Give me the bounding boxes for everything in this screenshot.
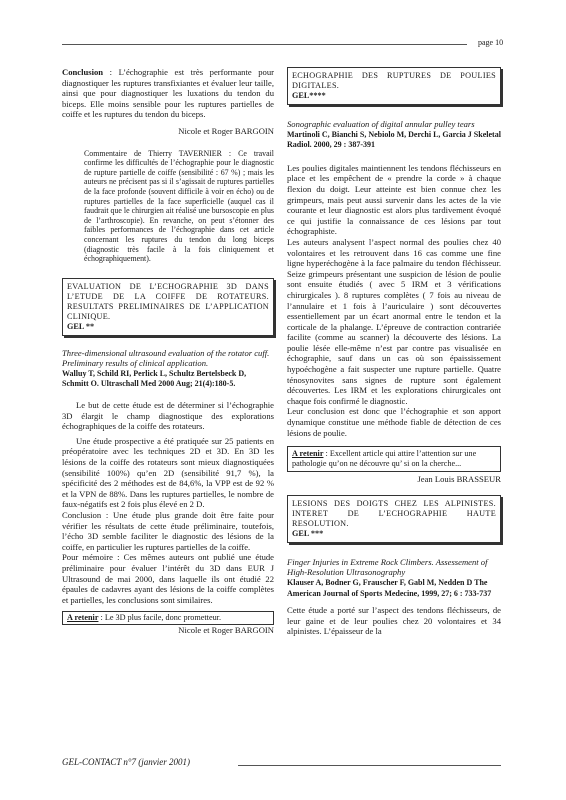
reference-authors: Walluy T, Schild RI, Perlick L, Schultz Bertelsbeck D, Schmitt O. Ultraschall Med 2000 Aug; 21(4):180-5.: [62, 368, 247, 389]
retenir-box-left: [62, 611, 274, 625]
article-box-poulies: [287, 67, 501, 105]
paragraph-goal: Le but de cette étude est de déterminer si l’échographie 3D élargit le champ diagnostique des explorations échographiques de la coiffe des rotateurs.: [62, 400, 274, 432]
paragraph-memo: Pour mémoire : Ces mêmes auteurs ont publié une étude préliminaire pour évaluer l’intérêt du 3D dans EUR J Ultrasound de mai 2000, dans laquelle ils ont étudié 22 épaules de cadavres ayant des lésions de la coiffe complètes et partielles, les conclusions sont similaires.: [62, 552, 274, 605]
retenir-label-left: A retenir: [67, 613, 99, 623]
right-paragraph-4: Cette étude a porté sur l’aspect des tendons fléchisseurs, de leur gaine et de leur poulies chez 20 volontaires et 34 alpinistes. L’épaisseur de la: [287, 605, 501, 637]
footer-rule: [238, 765, 501, 766]
right-paragraph-1: Les poulies digitales maintiennent les tendons fléchisseurs en place et les empêchent de « prendre la corde » à chaque flexion du doigt. Leur atteinte est bien connue chez les grimpeurs, mais peut aussi survenir dans les actes de la vie courante et leur diagnostic est alors plus tardivement évoqué ce qui justifie la connaissance de ces lésions par tout échographiste.: [287, 162, 501, 237]
paragraph-study: Une étude prospective a été pratiquée sur 25 patients en préopératoire avec les techniques 2D et 3D. En 3D les lésions de la coiffe des rotateurs sont mieux diagnostiquées (sensibilité 100%) qu’en 2D (sensibilité 91,7 %), la spécificité des 2 méthodes est de 84,6%, la VPP est de 92 % et la VPN de 88%. Dans les ruptures partielles, le nombre de faux-négatifs est 2 fois plus élevé en 2 D.: [62, 435, 274, 510]
article-box-alpinistes: [287, 495, 501, 543]
retenir-text-right: : Excellent article qui attire l’attention sur une pathologie qu’on ne découvre qu’ si on la cherche...: [292, 449, 477, 469]
reference1-authors: Martinoli C, Bianchi S, Nebiolo M, Derchi L, Garcia J Skeletal Radiol. 2000, 29 : 387-391: [287, 129, 501, 150]
left-column: [62, 67, 274, 636]
box1-gel-rating: GEL****: [292, 91, 326, 100]
signature-brasseur: Jean Louis BRASSEUR: [417, 474, 501, 485]
footer-journal: GEL-CONTACT n°7 (janvier 2001): [62, 757, 191, 767]
reference2-title: Finger Injuries in Extreme Rock Climbers. Assessement of High-Resolution Ultrasonography: [287, 556, 488, 578]
page-number: page 10: [478, 38, 504, 47]
signature-bargoin-1: Nicole et Roger BARGOIN: [178, 125, 274, 136]
conclusion-text: : L’échographie est très performante pour diagnostiquer les ruptures transfixiantes et évaluer leur taille, ainsi que pour diagnostiquer les luxations du tendon du biceps. Elle moins sensible pour les ruptures partielles de coiffe et les ruptures du tendon du biceps.: [62, 67, 274, 120]
article-box-3d-coiffe: [62, 278, 274, 336]
reference2-authors: Klauser A, Bodner G, Frauscher F, Gabl M, Nedden D The American Journal of Sports Medecine, 1999, 27; 6 : 733-737: [287, 578, 492, 598]
retenir-box-right: [287, 446, 501, 472]
reference1-title: Sonographic evaluation of digital annular pulley tears: [287, 119, 475, 129]
conclusion-label: Conclusion: [62, 67, 104, 77]
comment-text: Commentaire de Thierry TAVERNIER : Ce travail confirme les difficultés de l’échographie pour le diagnostic de rupture partielle de coiffe (sensibilité : 67 %) ; mais les auteurs ne précisent pas si il s’agissait de ruptures partielles de la face profonde (souvent difficile à voir en écho) ou de ruptures partielles de la face superficielle (auquel cas il faudrait que le chirurgien ait réalisé une bursoscopie en plus de l’arthroscopie). En revanche, on peut s’étonner des faibles performances de l’échographie dans cet article concernant les ruptures du tendon du long biceps (diagnostic très facile à la fois cliniquement et échographiquement).: [84, 148, 274, 264]
reference-title: Three-dimensional ultrasound evaluation of the rotator cuff. Preliminary results of clinical application.: [62, 347, 270, 369]
retenir-label-right: A retenir: [292, 449, 324, 459]
box1-title: ECHOGRAPHIE DES RUPTURES DE POULIES DIGITALES.: [292, 71, 496, 90]
box-title-3d: EVALUATION DE L’ECHOGRAPHIE 3D DANS L’ETUDE DE LA COIFFE DE ROTATEURS. RESULTATS PRELIMINAIRES DE L’APPLICATION CLINIQUE.: [67, 281, 269, 321]
box2-title: LESIONS DES DOIGTS CHEZ LES ALPINISTES. INTERET DE L’ECHOGRAPHIE HAUTE RESOLUTION.: [292, 498, 496, 528]
header-rule: [62, 44, 467, 45]
paragraph-conclusion: Conclusion : Une étude plus grande doit être faite pour vérifier les résultats de cette étude préliminaire, toutefois, l’écho 3D semble faciliter le diagnostic des lésions de la coiffe, en particulier les ruptures partielles de la coiffe.: [62, 510, 274, 552]
box2-gel-rating: GEL ***: [292, 528, 324, 538]
box-gel-rating: GEL **: [67, 321, 95, 331]
tavernier-comment: [62, 149, 274, 264]
right-paragraph-3: Leur conclusion est donc que l’échographie et son apport dynamique constitue une méthode fiable de détection de ces lésions de poulie.: [287, 406, 501, 438]
signature-bargoin-2: Nicole et Roger BARGOIN: [178, 625, 274, 636]
retenir-text-left: : Le 3D plus facile, donc prometteur.: [98, 613, 222, 623]
right-paragraph-2: Les auteurs analysent l’aspect normal des poulies chez 40 volontaires et les retrouvent dans 16 cas comme une fine ligne hyperéchogène à la face palmaire du tendon fléchisseur. Seize grimpeurs présentant une suspicion de lésion de poulie sont ensuite étudiés ( avec 5 IRM et 3 vérifications chirurgicales ). 8 ruptures complètes ( 7 fois au niveau de l’annulaire et 1 fois à l’auriculaire ) sont découvertes essentiellement par un écart anormal entre le tendon et la corticale de la phalange. L’épreuve de contraction contrariée facilite (comme au scanner) la découverte des lésions. La poulie lésée elle-même n’est par contre pas visualisée en échographie, sauf dans un cas où son épaississement hypoéchogène a fait suspecter une rupture partielle. Quatre ténosynovites sans signes de rupture sont également découvertes. Les IRM et les explorations chirurgicales ont chaque fois confirmé le diagnostic.: [287, 236, 501, 406]
right-column: [287, 67, 501, 637]
conclusion-paragraph: [62, 67, 274, 120]
